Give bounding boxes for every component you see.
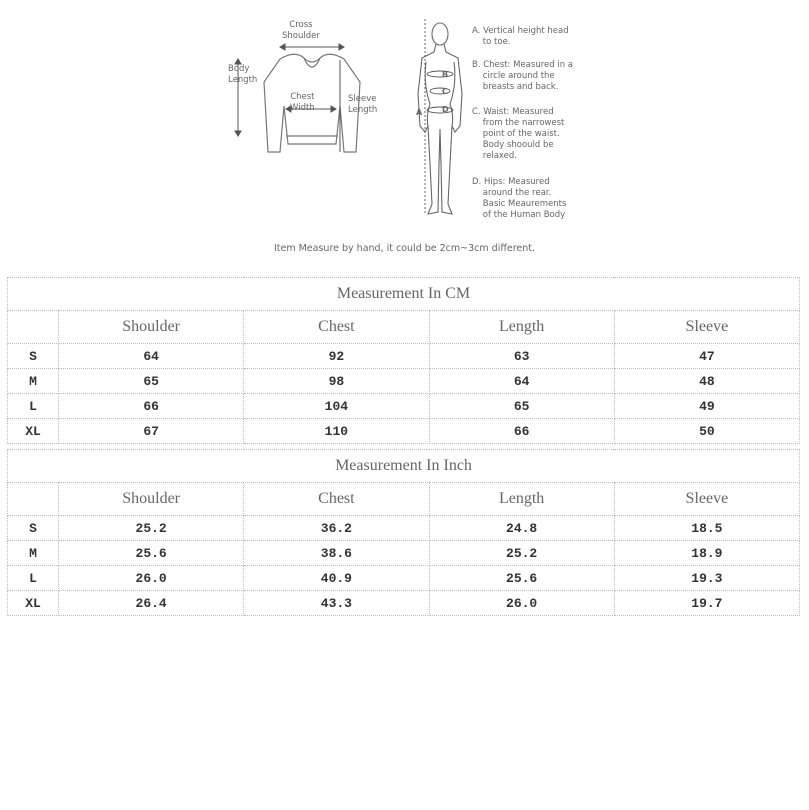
value-cell: 66 (429, 419, 614, 444)
chest-width-label: Chest Width (290, 92, 315, 113)
size-label: S (8, 516, 59, 541)
corner-cell (8, 311, 59, 344)
note-a: A. Vertical height head to toe. (472, 26, 569, 47)
table-row (8, 516, 800, 541)
value-cell: 104 (244, 394, 429, 419)
value-cell: 64 (429, 369, 614, 394)
value-cell: 63 (429, 344, 614, 369)
value-cell: 43.3 (244, 591, 429, 616)
table-row (8, 369, 800, 394)
body-letter-b: B (442, 70, 449, 79)
corner-cell (8, 483, 59, 516)
table-row (8, 394, 800, 419)
header-length: Length (429, 483, 614, 516)
value-cell: 64 (59, 344, 244, 369)
measurement-diagram (220, 14, 590, 236)
body-letter-a: A (416, 108, 423, 117)
note-d: D. Hips: Measured around the rear. Basic Meaurements of the Human Body (472, 177, 567, 220)
size-label: S (8, 344, 59, 369)
measure-note: Item Measure by hand, it could be 2cm~3cm different. (273, 243, 536, 254)
table-row (8, 566, 800, 591)
inch-table (7, 449, 800, 616)
cm-table-title: Measurement In CM (8, 278, 800, 311)
size-label: XL (8, 419, 59, 444)
value-cell: 25.6 (429, 566, 614, 591)
value-cell: 98 (244, 369, 429, 394)
header-chest: Chest (244, 311, 429, 344)
note-b: B. Chest: Measured in a circle around the breasts and back. (472, 60, 573, 92)
header-length: Length (429, 311, 614, 344)
size-label: L (8, 566, 59, 591)
value-cell: 38.6 (244, 541, 429, 566)
size-label: M (8, 369, 59, 394)
table-row (8, 591, 800, 616)
note-c: C. Waist: Measured from the narrowest point of the waist. Body shoould be relaxed. (472, 107, 565, 161)
value-cell: 19.7 (614, 591, 799, 616)
cross-shoulder-label: Cross Shoulder (282, 20, 320, 41)
table-row (8, 541, 800, 566)
body-letter-c: C (442, 87, 448, 96)
value-cell: 26.4 (59, 591, 244, 616)
table-row (8, 344, 800, 369)
header-sleeve: Sleeve (614, 311, 799, 344)
body-length-label: Body Length (228, 64, 258, 85)
cm-table (7, 277, 800, 444)
body-letter-d: D (442, 105, 449, 114)
size-label: M (8, 541, 59, 566)
size-label: L (8, 394, 59, 419)
value-cell: 26.0 (59, 566, 244, 591)
value-cell: 18.5 (614, 516, 799, 541)
value-cell: 67 (59, 419, 244, 444)
value-cell: 25.6 (59, 541, 244, 566)
header-shoulder: Shoulder (59, 311, 244, 344)
value-cell: 49 (614, 394, 799, 419)
value-cell: 65 (429, 394, 614, 419)
value-cell: 110 (244, 419, 429, 444)
header-sleeve: Sleeve (614, 483, 799, 516)
value-cell: 47 (614, 344, 799, 369)
header-shoulder: Shoulder (59, 483, 244, 516)
value-cell: 40.9 (244, 566, 429, 591)
value-cell: 25.2 (429, 541, 614, 566)
value-cell: 66 (59, 394, 244, 419)
inch-table-title: Measurement In Inch (8, 450, 800, 483)
value-cell: 48 (614, 369, 799, 394)
header-chest: Chest (244, 483, 429, 516)
value-cell: 25.2 (59, 516, 244, 541)
value-cell: 19.3 (614, 566, 799, 591)
value-cell: 24.8 (429, 516, 614, 541)
value-cell: 50 (614, 419, 799, 444)
value-cell: 36.2 (244, 516, 429, 541)
value-cell: 18.9 (614, 541, 799, 566)
table-row (8, 419, 800, 444)
value-cell: 26.0 (429, 591, 614, 616)
value-cell: 65 (59, 369, 244, 394)
value-cell: 92 (244, 344, 429, 369)
sleeve-length-label: Sleeve Length (348, 94, 378, 115)
size-label: XL (8, 591, 59, 616)
